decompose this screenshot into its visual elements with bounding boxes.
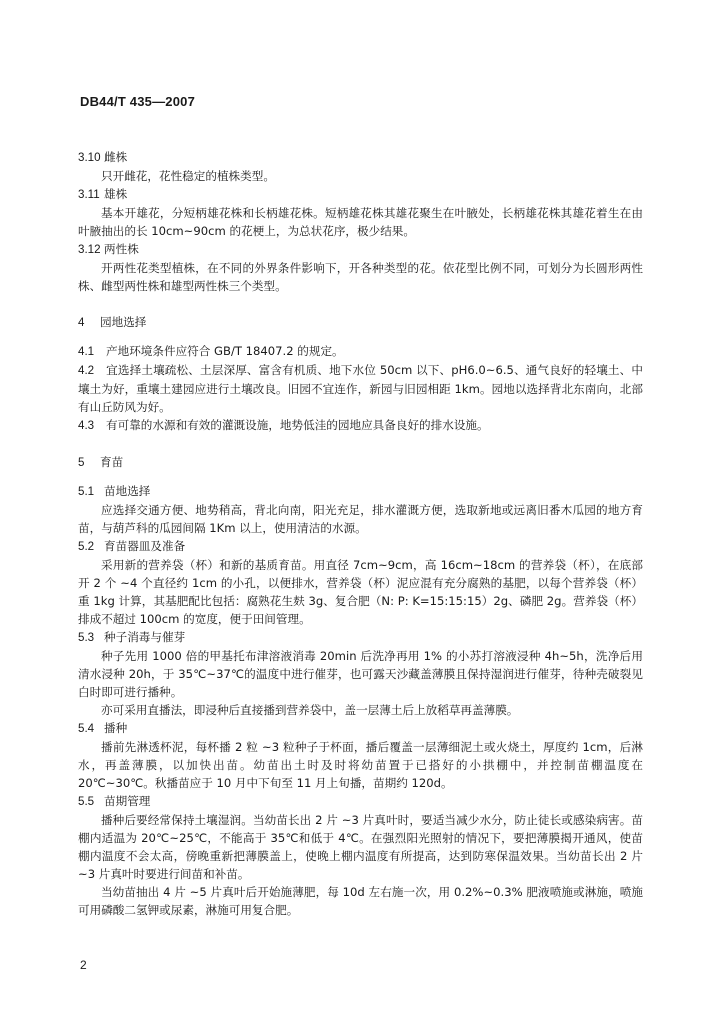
clause-number: 4.1: [78, 345, 95, 358]
clause-text-5-1: 应选择交通方便、地势稍高，背北向南，阳光充足，排水灌溉方便，选取新地或远离旧番木瓜园的地方育苗，与葫芦科的瓜园间隔 1Km 以上，使用清洁的水源。: [78, 503, 643, 535]
chapter-heading-4: [78, 313, 643, 332]
chapter-heading-5: [78, 453, 643, 472]
clause-title: 种子消毒与催芽: [104, 630, 186, 644]
clause-heading-5-3: [78, 628, 643, 647]
clause-text-5-5-b: 当幼苗抽出 4 片 ~5 片真叶后开始施薄肥，每 10d 左右施一次，用 0.2%~0.3% 肥液喷施或淋施，喷施可用磷酸二氢钾或尿素，淋施可用复合肥。: [78, 885, 643, 917]
clause-heading-3-11: [78, 185, 643, 204]
clause-title: 雌株: [104, 150, 128, 164]
clause-title: 播种: [104, 721, 128, 735]
clause-number: 4.2: [78, 364, 95, 377]
clause-number: 3.11: [78, 188, 100, 201]
clause-number: 5.3: [78, 631, 95, 644]
clause-number: 5.4: [78, 722, 95, 735]
clause-text-5-3-a: 种子先用 1000 倍的甲基托布津溶液消毒 20min 后洗净再用 1% 的小苏打溶液浸种 4h~5h，洗净后用清水浸种 20h，于 35℃~37℃的温度中进行催芽，也可露天沙藏盖薄膜且保持湿润进行催芽，待种壳破裂见白时即可进行播种。: [78, 649, 643, 699]
chapter-title: 育苗: [100, 455, 124, 469]
clause-text-3-10: 只开雌花，花性稳定的植株类型。: [101, 169, 275, 183]
clause-heading-5-4: [78, 719, 643, 738]
clause-heading-3-10: [78, 148, 643, 167]
clause-title: 苗期管理: [104, 794, 151, 808]
chapter-title: 园地选择: [100, 315, 147, 329]
clause-title: 雄株: [104, 187, 128, 201]
standard-code-header: DB44/T 435—2007: [80, 94, 196, 109]
clause-text: 产地环境条件应符合 GB/T 18407.2 的规定。: [106, 344, 344, 358]
clause-text-5-5-a: 播种后要经常保持土壤湿润。当幼苗长出 2 片 ~3 片真叶时，要适当减少水分，防止徒长或感染病害。苗棚内适温为 20℃~25℃，不能高于 35℃和低于 4℃。在强烈阳光照射的情况下，要把薄膜揭开通风，使苗棚内温度不会太高，傍晚重新把薄膜盖上，使晚上棚内温度有所提高，达到防寒保温效果。当幼苗长出 2 片 ~3 片真叶时要进行间苗和补苗。: [78, 813, 643, 881]
chapter-number: 4: [78, 316, 85, 329]
clause-text-5-4: 播前先淋透杯泥，每杯播 2 粒 ~3 粒种子于杯面，播后覆盖一层薄细泥土或火烧土，厚度约 1cm，后淋水，再盖薄膜，以加快出苗。幼苗出土时及时将幼苗置于已搭好的小拱棚中，并控制苗棚温度在 20℃~30℃。秋播苗应于 10 月中下旬至 11 月上旬播，苗期约 120d。: [78, 740, 643, 790]
clause-heading-3-12: [78, 240, 643, 259]
clause-title: 两性株: [104, 242, 139, 256]
clause-number: 5.2: [78, 540, 95, 553]
clause-text-3-12: 开两性花类型植株，在不同的外界条件影响下，开各种类型的花。依花型比例不同，可划分为长圆形两性株、雌型两性株和雄型两性株三个类型。: [78, 261, 643, 293]
clause-text-5-3-b: 亦可采用直播法，即浸种后直接播到营养袋中，盖一层薄土后上放稻草再盖薄膜。: [101, 703, 519, 717]
clause-number: 3.10: [78, 151, 101, 164]
chapter-number: 5: [78, 456, 85, 469]
clause-heading-5-5: [78, 792, 643, 811]
clause-text-5-2: 采用新的营养袋（杯）和新的基质育苗。用直径 7cm~9cm，高 16cm~18cm 的营养袋（杯），在底部开 2 个 ~4 个直径约 1cm 的小孔，以便排水，营养袋（杯）泥应混有充分腐熟的基肥，以每个营养袋（杯）重 1kg 计算，其基肥配比包括：腐熟花生麸 3g、复合肥（N: P: K=15:15:15）2g、磷肥 2g。营养袋（杯）排成不超过 100cm 的宽度，便于田间管理。: [78, 558, 643, 626]
clause-number: 3.12: [78, 243, 101, 256]
clause-title: 苗地选择: [104, 484, 151, 498]
clause-text: 宜选择土壤疏松、土层深厚、富含有机质、地下水位 50cm 以下、pH6.0~6.5、通气良好的轻壤土、中壤土为好，重壤土建园应进行土壤改良。旧园不宜连作，新园与旧园相距 1km。园地以选择背北东南向，北部有山丘防风为好。: [78, 363, 643, 414]
clause-number: 5.1: [78, 485, 95, 498]
clause-heading-5-2: [78, 537, 643, 556]
clause-4-3: [78, 416, 643, 435]
clause-title: 育苗器皿及准备: [104, 539, 186, 553]
clause-number: 4.3: [78, 419, 95, 432]
clause-heading-5-1: [78, 482, 643, 501]
page-number: 2: [80, 958, 87, 972]
clause-text: 有可靠的水源和有效的灌溉设施，地势低洼的园地应具备良好的排水设施。: [106, 418, 489, 432]
document-body: [78, 148, 643, 919]
clause-text-3-11: 基本开雄花，分短柄雄花株和长柄雄花株。短柄雄花株其雄花聚生在叶腋处，长柄雄花株其雄花着生在由叶腋抽出的长 10cm~90cm 的花梗上，为总状花序，极少结果。: [78, 206, 643, 238]
clause-4-2: [78, 361, 643, 416]
clause-4-1: [78, 342, 643, 361]
clause-number: 5.5: [78, 795, 95, 808]
